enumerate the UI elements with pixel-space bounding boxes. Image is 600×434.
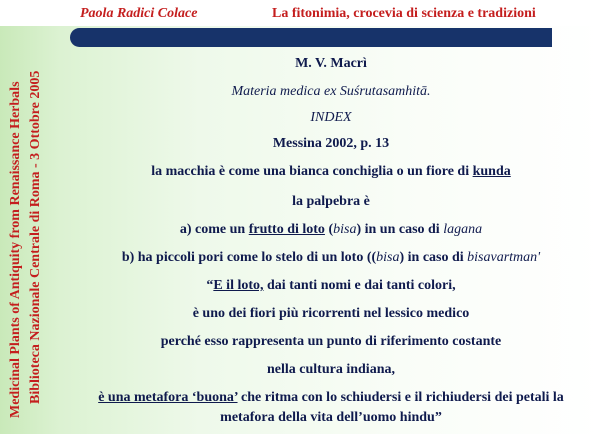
quote-text: b) ha piccoli pori come lo stelo di un loto (( <box>121 250 377 265</box>
quote-line-palpebra: la palpebra è <box>292 194 370 209</box>
header-navy-band <box>70 28 552 47</box>
quote-term: bisa <box>376 250 400 265</box>
quote-term: lagana <box>443 222 483 237</box>
citation-place-year: Messina 2002, p. 13 <box>272 136 390 151</box>
sidebar-conference-venue: Biblioteca Nazionale Centrale di Roma - 3 Ottobre 2005 <box>28 70 43 404</box>
quote-text: “ <box>206 278 214 293</box>
quote-line-metafora <box>62 390 600 406</box>
citation-author: M. V. Macrì <box>295 56 367 71</box>
citation-work-title: Materia medica ex Suśrutasamhitā. <box>231 84 431 99</box>
quote-text: ) in caso di <box>399 250 468 265</box>
quote-text: dai tanti nomi e dai tanti colori, <box>263 278 456 293</box>
quote-term: bisa <box>333 222 357 237</box>
quote-term: kunda <box>472 164 511 179</box>
quote-term: frutto di loto <box>248 222 325 237</box>
quote-line-cultura: nella cultura indiana, <box>267 362 395 377</box>
quote-line-loto <box>62 278 600 294</box>
quote-text: la macchia è come una bianca conchiglia o un fiore di <box>151 164 473 179</box>
sidebar-conference-title: Medicinal Plants of Antiquity from Renaissance Herbals <box>8 81 23 418</box>
quote-line-riferimento: perché esso rappresenta un punto di riferimento costante <box>160 334 502 349</box>
citation-index: INDEX <box>310 110 352 125</box>
quote-text: che ritma con lo schiudersi e il richiudersi dei petali la <box>237 390 564 405</box>
presentation-title: La fitonimia, crocevia di scienza e tradizioni <box>272 6 536 21</box>
quote-line-lessico: è uno dei fiori più ricorrenti nel lessico medico <box>192 306 470 321</box>
author-name: Paola Radici Colace <box>80 6 198 21</box>
quote-line-b <box>62 250 600 266</box>
quote-line-hindu: metafora della vita dell’uomo hindu” <box>220 410 442 425</box>
quote-text: a) come un <box>179 222 249 237</box>
quote-line-kunda <box>62 164 600 180</box>
quote-term: è una metafora ‘buona’ <box>98 390 238 405</box>
quote-text: ) in un caso di <box>356 222 444 237</box>
quote-line-a <box>62 222 600 238</box>
quote-term: bisavartman' <box>467 250 541 265</box>
sidebar <box>0 0 60 434</box>
quote-term: E il loto, <box>213 278 264 293</box>
quote-text: ( <box>324 222 334 237</box>
